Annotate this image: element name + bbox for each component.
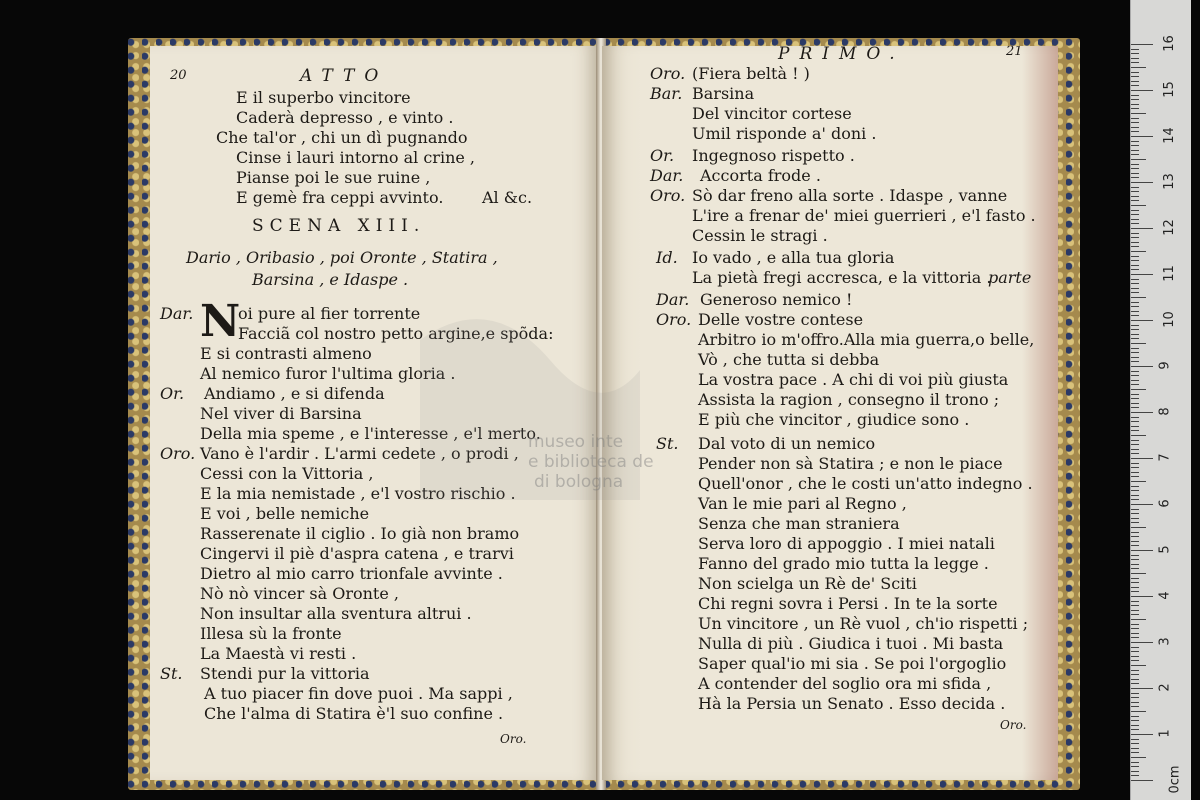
ruler-label: 5 bbox=[1157, 545, 1173, 554]
verse-line: Vò , che tutta si debba bbox=[698, 350, 880, 369]
ruler-tick bbox=[1131, 306, 1139, 307]
verse-line: Facciã col nostro petto argine,e spõda: bbox=[238, 324, 554, 343]
ruler-tick bbox=[1131, 118, 1139, 119]
ruler-label: 10 bbox=[1161, 311, 1177, 328]
verse-line: E voi , belle nemiche bbox=[200, 504, 370, 523]
cast-list-line-2: Barsina , e Idaspe . bbox=[252, 270, 409, 289]
ruler-tick bbox=[1131, 504, 1153, 505]
right-page bbox=[602, 46, 1058, 780]
ruler-tick bbox=[1131, 72, 1139, 73]
ruler-tick bbox=[1131, 141, 1139, 142]
ruler-tick bbox=[1131, 315, 1139, 316]
ruler-tick bbox=[1131, 67, 1146, 68]
ruler-tick bbox=[1131, 384, 1139, 385]
verse-line: (Fiera beltà ! ) bbox=[692, 64, 810, 83]
ruler-tick bbox=[1131, 173, 1139, 174]
ruler-label: 6 bbox=[1157, 499, 1173, 508]
ruler-tick bbox=[1131, 246, 1139, 247]
speaker-label: Dar. bbox=[656, 290, 690, 309]
ruler-tick bbox=[1131, 417, 1139, 418]
ruler-tick bbox=[1131, 486, 1139, 487]
speaker-label: St. bbox=[656, 434, 679, 453]
ruler-tick bbox=[1131, 375, 1139, 376]
ruler-tick bbox=[1131, 674, 1139, 675]
ruler-tick bbox=[1131, 85, 1139, 86]
verse-line: Cinse i lauri intorno al crine , bbox=[236, 148, 476, 167]
verse-line: Hà la Persia un Senato . Esso decida . bbox=[698, 694, 1006, 713]
ruler-tick bbox=[1131, 766, 1139, 767]
catchword: Oro. bbox=[1000, 718, 1027, 732]
ruler-tick bbox=[1131, 122, 1139, 123]
verse-line: Umil risponde a' doni . bbox=[692, 124, 877, 143]
verse-line: Nò nò vincer sà Oronte , bbox=[200, 584, 399, 603]
ruler-tick bbox=[1131, 136, 1153, 137]
ruler-tick bbox=[1131, 610, 1139, 611]
watermark-line: museo inte bbox=[528, 432, 624, 452]
drop-cap: N bbox=[200, 296, 241, 347]
ruler-tick bbox=[1131, 380, 1139, 381]
ruler-tick bbox=[1131, 509, 1139, 510]
ruler-tick bbox=[1131, 513, 1139, 514]
verse-line: Del vincitor cortese bbox=[692, 104, 852, 123]
catchword: Oro. bbox=[500, 732, 527, 746]
stage-direction: parte bbox=[988, 268, 1032, 287]
ruler-tick bbox=[1131, 725, 1139, 726]
verse-line: Stendi pur la vittoria bbox=[200, 664, 370, 683]
ruler-tick bbox=[1131, 596, 1153, 597]
verse-line: Rasserenate il ciglio . Io già non bramo bbox=[200, 524, 520, 543]
ruler-label: 0cm bbox=[1167, 765, 1183, 794]
ruler-tick bbox=[1131, 490, 1139, 491]
ruler-tick bbox=[1131, 601, 1139, 602]
ruler-tick bbox=[1131, 693, 1139, 694]
ruler-tick bbox=[1131, 748, 1139, 749]
verse-line: Sò dar freno alla sorte . Idaspe , vanne bbox=[692, 186, 1008, 205]
ruler-tick bbox=[1131, 614, 1139, 615]
ruler-tick bbox=[1131, 338, 1139, 339]
speaker-label: Oro. bbox=[650, 64, 686, 83]
verse-line: E si contrasti almeno bbox=[200, 344, 372, 363]
ruler-tick bbox=[1131, 292, 1139, 293]
ruler-label: 14 bbox=[1161, 127, 1177, 144]
ruler-tick bbox=[1131, 265, 1139, 266]
ruler-tick bbox=[1131, 628, 1139, 629]
ruler-tick bbox=[1131, 706, 1139, 707]
ruler-tick bbox=[1131, 214, 1139, 215]
verse-line: L'ire a frenar de' miei guerrieri , e'l fasto . bbox=[692, 206, 1036, 225]
verse-line: Al nemico furor l'ultima gloria . bbox=[200, 364, 456, 383]
ruler-tick bbox=[1131, 279, 1139, 280]
ruler-tick bbox=[1131, 182, 1153, 183]
ruler-tick bbox=[1131, 58, 1139, 59]
ruler-tick bbox=[1131, 775, 1139, 776]
ruler-label: 3 bbox=[1157, 637, 1173, 646]
verse-line: Chi regni sovra i Persi . In te la sorte bbox=[698, 594, 998, 613]
ruler-tick bbox=[1131, 164, 1139, 165]
verse-line: Arbitro io m'offro.Alla mia guerra,o belle, bbox=[698, 330, 1035, 349]
ruler-tick bbox=[1131, 200, 1139, 201]
ruler-tick bbox=[1131, 467, 1139, 468]
ruler-tick bbox=[1131, 421, 1139, 422]
ruler-tick bbox=[1131, 242, 1139, 243]
ruler-tick bbox=[1131, 527, 1146, 528]
speaker-label: Dar. bbox=[160, 304, 194, 323]
ruler-tick bbox=[1131, 361, 1139, 362]
ruler-tick bbox=[1131, 463, 1139, 464]
ruler-tick bbox=[1131, 260, 1139, 261]
ruler-tick bbox=[1131, 697, 1139, 698]
verse-line: Barsina bbox=[692, 84, 755, 103]
ruler-tick bbox=[1131, 476, 1139, 477]
ruler-tick bbox=[1131, 573, 1146, 574]
ruler-tick bbox=[1131, 49, 1139, 50]
verse-line: Saper qual'io mi sia . Se poi l'orgoglio bbox=[698, 654, 1007, 673]
verse-line: Ingegnoso rispetto . bbox=[692, 146, 855, 165]
ruler-label: 11 bbox=[1161, 265, 1177, 282]
speaker-label: St. bbox=[160, 664, 183, 683]
ruler-tick bbox=[1131, 734, 1153, 735]
speaker-label: Oro. bbox=[160, 444, 196, 463]
verse-line: Illesa sù la fronte bbox=[200, 624, 342, 643]
ruler-tick bbox=[1131, 62, 1139, 63]
verse-line: Che l'alma di Statira è'l suo confine . bbox=[204, 704, 504, 723]
speaker-label: Bar. bbox=[650, 84, 683, 103]
ruler-tick bbox=[1131, 647, 1139, 648]
ruler-tick bbox=[1131, 619, 1146, 620]
ruler-tick bbox=[1131, 472, 1139, 473]
ruler-tick bbox=[1131, 532, 1139, 533]
verse-line: Van le mie pari al Regno , bbox=[698, 494, 907, 513]
ruler-tick bbox=[1131, 660, 1139, 661]
measurement-ruler bbox=[1130, 0, 1191, 800]
ruler-tick bbox=[1131, 499, 1139, 500]
right-page-number: 21 bbox=[1006, 46, 1023, 59]
ruler-tick bbox=[1131, 251, 1146, 252]
ruler-tick bbox=[1131, 587, 1139, 588]
left-page-number: 20 bbox=[170, 68, 187, 83]
verse-line: Caderà depresso , e vinto . bbox=[236, 108, 454, 127]
ruler-tick bbox=[1131, 219, 1139, 220]
verse-line: Io vado , e alla tua gloria bbox=[692, 248, 895, 267]
da-capo-mark: Al &c. bbox=[482, 188, 533, 207]
verse-line: E gemè fra ceppi avvinto. bbox=[236, 188, 444, 207]
ruler-tick bbox=[1131, 104, 1139, 105]
verse-line: Fanno del grado mio tutta la legge . bbox=[698, 554, 989, 573]
ruler-tick bbox=[1131, 113, 1146, 114]
verse-line: Accorta frode . bbox=[700, 166, 821, 185]
verse-line: A contender del soglio ora mi sfida , bbox=[698, 674, 992, 693]
verse-line: Vano è l'ardir . L'armi cedete , o prodi , bbox=[200, 444, 519, 463]
ruler-tick bbox=[1131, 458, 1153, 459]
ruler-tick bbox=[1131, 430, 1139, 431]
ruler-tick bbox=[1131, 274, 1153, 275]
ruler-label: 7 bbox=[1157, 453, 1173, 462]
ruler-tick bbox=[1131, 702, 1139, 703]
ruler-tick bbox=[1131, 329, 1139, 330]
ruler-tick bbox=[1131, 127, 1139, 128]
watermark-line: di bologna bbox=[534, 472, 624, 492]
ruler-tick bbox=[1131, 398, 1139, 399]
right-running-head: PRIMO. bbox=[778, 46, 905, 64]
ruler-label: 9 bbox=[1157, 361, 1173, 370]
verse-line: La vostra pace . A chi di voi più giusta bbox=[698, 370, 1009, 389]
ruler-tick bbox=[1131, 564, 1139, 565]
ruler-tick bbox=[1131, 237, 1139, 238]
ruler-label: 2 bbox=[1157, 683, 1173, 692]
ruler-tick bbox=[1131, 168, 1139, 169]
ruler-tick bbox=[1131, 196, 1139, 197]
ruler-tick bbox=[1131, 435, 1146, 436]
speaker-label: Or. bbox=[650, 146, 675, 165]
ruler-label: 16 bbox=[1161, 35, 1177, 52]
ruler-tick bbox=[1131, 426, 1139, 427]
ruler-label: 1 bbox=[1157, 729, 1173, 738]
ruler-tick bbox=[1131, 283, 1139, 284]
cast-list-line-1: Dario , Oribasio , poi Oronte , Statira , bbox=[186, 248, 498, 267]
ruler-tick bbox=[1131, 739, 1139, 740]
ruler-tick bbox=[1131, 518, 1139, 519]
ruler-tick bbox=[1131, 633, 1139, 634]
speaker-label: Id. bbox=[656, 248, 678, 267]
ruler-tick bbox=[1131, 90, 1153, 91]
ruler-tick bbox=[1131, 334, 1139, 335]
ruler-tick bbox=[1131, 656, 1139, 657]
ruler-tick bbox=[1131, 670, 1139, 671]
ruler-tick bbox=[1131, 403, 1139, 404]
ruler-tick bbox=[1131, 297, 1146, 298]
ruler-tick bbox=[1131, 771, 1139, 772]
verse-line: Cingervi il piè d'aspra catena , e trarvi bbox=[200, 544, 514, 563]
verse-line: Non insultar alla sventura altrui . bbox=[200, 604, 472, 623]
ruler-label: 13 bbox=[1161, 173, 1177, 190]
watermark-text bbox=[528, 432, 654, 492]
ruler-tick bbox=[1131, 665, 1146, 666]
verse-line: Pianse poi le sue ruine , bbox=[236, 168, 431, 187]
ruler-tick bbox=[1131, 320, 1153, 321]
ruler-tick bbox=[1131, 440, 1139, 441]
ruler-tick bbox=[1131, 683, 1139, 684]
ruler-tick bbox=[1131, 412, 1153, 413]
verse-line: Delle vostre contese bbox=[698, 310, 864, 329]
ruler-tick bbox=[1131, 177, 1139, 178]
ruler-tick bbox=[1131, 568, 1139, 569]
ruler-tick bbox=[1131, 582, 1139, 583]
ruler-tick bbox=[1131, 233, 1139, 234]
ruler-tick bbox=[1131, 743, 1139, 744]
ruler-tick bbox=[1131, 108, 1139, 109]
ruler-label: 12 bbox=[1161, 219, 1177, 236]
ruler-tick bbox=[1131, 131, 1139, 132]
ruler-tick bbox=[1131, 223, 1139, 224]
ruler-tick bbox=[1131, 578, 1139, 579]
ruler-tick bbox=[1131, 357, 1139, 358]
ruler-tick bbox=[1131, 624, 1139, 625]
verse-line: Andiamo , e si difenda bbox=[204, 384, 385, 403]
ruler-tick bbox=[1131, 210, 1139, 211]
ruler-tick bbox=[1131, 444, 1139, 445]
ruler-tick bbox=[1131, 716, 1139, 717]
ruler-tick bbox=[1131, 449, 1139, 450]
ruler-tick bbox=[1131, 154, 1139, 155]
ruler-tick bbox=[1131, 348, 1139, 349]
verse-line: Dal voto di un nemico bbox=[698, 434, 876, 453]
speaker-label: Oro. bbox=[650, 186, 686, 205]
ruler-tick bbox=[1131, 605, 1139, 606]
verse-line: Quell'onor , che le costi un'atto indegno . bbox=[698, 474, 1033, 493]
ruler-tick bbox=[1131, 559, 1139, 560]
ruler-tick bbox=[1131, 150, 1139, 151]
ruler-tick bbox=[1131, 757, 1146, 758]
ruler-tick bbox=[1131, 53, 1139, 54]
scene-title: SCENA XIII. bbox=[252, 216, 426, 236]
ruler-tick bbox=[1131, 394, 1139, 395]
ruler-tick bbox=[1131, 637, 1139, 638]
watermark-line: e biblioteca de bbox=[528, 452, 654, 472]
ruler-tick bbox=[1131, 302, 1139, 303]
ruler-tick bbox=[1131, 711, 1146, 712]
verse-line: E la mia nemistade , e'l vostro rischio . bbox=[200, 484, 516, 503]
ruler-label: 15 bbox=[1161, 81, 1177, 98]
ruler-tick bbox=[1131, 187, 1139, 188]
verse-line: Della mia speme , e l'interesse , e'l merto. bbox=[200, 424, 541, 443]
verse-line: Assista la ragion , consegno il trono ; bbox=[698, 390, 1000, 409]
ruler-tick bbox=[1131, 762, 1139, 763]
verse-line: A tuo piacer fin dove puoi . Ma sappi , bbox=[204, 684, 513, 703]
ruler-tick bbox=[1131, 145, 1139, 146]
verse-line: Cessi con la Vittoria , bbox=[200, 464, 374, 483]
ruler-tick bbox=[1131, 651, 1139, 652]
ruler-tick bbox=[1131, 191, 1139, 192]
ruler-tick bbox=[1131, 752, 1139, 753]
ruler-tick bbox=[1131, 81, 1139, 82]
ruler-tick bbox=[1131, 205, 1146, 206]
ruler-tick bbox=[1131, 545, 1139, 546]
ruler-tick bbox=[1131, 95, 1139, 96]
ruler-tick bbox=[1131, 159, 1146, 160]
verse-line: E più che vincitor , giudice sono . bbox=[698, 410, 970, 429]
ruler-tick bbox=[1131, 371, 1139, 372]
verse-line: E il superbo vincitore bbox=[236, 88, 411, 107]
ruler-tick bbox=[1131, 642, 1153, 643]
ruler-tick bbox=[1131, 325, 1139, 326]
ruler-tick bbox=[1131, 44, 1153, 45]
ruler-tick bbox=[1131, 76, 1139, 77]
ruler-tick bbox=[1131, 352, 1139, 353]
verse-line: Pender non sà Statira ; e non le piace bbox=[698, 454, 1003, 473]
ruler-tick bbox=[1131, 343, 1146, 344]
speaker-label: Dar. bbox=[650, 166, 684, 185]
ruler-tick bbox=[1131, 481, 1146, 482]
verse-line: Cessin le stragi . bbox=[692, 226, 828, 245]
ruler-tick bbox=[1131, 679, 1139, 680]
speaker-label: Or. bbox=[160, 384, 185, 403]
verse-line: Che tal'or , chi un dì pugnando bbox=[216, 128, 468, 147]
verse-line: Nel viver di Barsina bbox=[200, 404, 362, 423]
ruler-tick bbox=[1131, 256, 1139, 257]
ruler-tick bbox=[1131, 536, 1139, 537]
verse-line: oi pure al fier torrente bbox=[238, 304, 421, 323]
ruler-tick bbox=[1131, 688, 1153, 689]
verse-line: Non scielga un Rè de' Sciti bbox=[698, 574, 917, 593]
ruler-tick bbox=[1131, 311, 1139, 312]
ruler-tick bbox=[1131, 288, 1139, 289]
ruler-tick bbox=[1131, 780, 1153, 781]
verse-line: Un vincitore , un Rè vuol , ch'io rispetti ; bbox=[698, 614, 1029, 633]
ruler-tick bbox=[1131, 389, 1146, 390]
verse-line: Nulla di più . Giudica i tuoi . Mi basta bbox=[698, 634, 1004, 653]
verse-line: Dietro al mio carro trionfale avvinte . bbox=[200, 564, 503, 583]
ruler-tick bbox=[1131, 541, 1139, 542]
ruler-label: 8 bbox=[1157, 407, 1173, 416]
ruler-tick bbox=[1131, 495, 1139, 496]
ruler-tick bbox=[1131, 729, 1139, 730]
ruler-tick bbox=[1131, 407, 1139, 408]
ruler-tick bbox=[1131, 269, 1139, 270]
ruler-tick bbox=[1131, 228, 1153, 229]
ruler-tick bbox=[1131, 555, 1139, 556]
verse-line: Generoso nemico ! bbox=[700, 290, 853, 309]
ruler-tick bbox=[1131, 550, 1153, 551]
ruler-label: 4 bbox=[1157, 591, 1173, 600]
ruler-tick bbox=[1131, 591, 1139, 592]
verse-line: La pietà fregi accresca, e la vittoria . bbox=[692, 268, 992, 287]
verse-line: Serva loro di appoggio . I miei natali bbox=[698, 534, 995, 553]
ruler-tick bbox=[1131, 453, 1139, 454]
left-running-head: ATTO bbox=[300, 66, 389, 86]
ruler-tick bbox=[1131, 720, 1139, 721]
verse-line: La Maestà vi resti . bbox=[200, 644, 357, 663]
ruler-tick bbox=[1131, 366, 1153, 367]
speaker-label: Oro. bbox=[656, 310, 692, 329]
verse-line: Senza che man straniera bbox=[698, 514, 900, 533]
ruler-tick bbox=[1131, 99, 1139, 100]
ruler-tick bbox=[1131, 522, 1139, 523]
